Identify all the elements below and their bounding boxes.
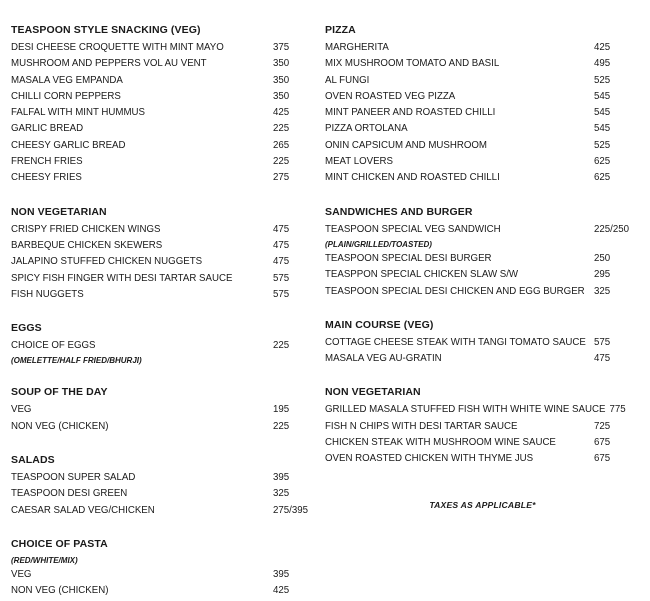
section-title: MAIN COURSE (VEG) — [325, 318, 434, 331]
menu-item-row — [325, 40, 640, 56]
menu-item-price: 350 — [273, 58, 290, 70]
menu-item-row — [325, 105, 640, 121]
menu-item-row — [11, 402, 311, 418]
menu-item-row — [325, 56, 640, 72]
menu-item-price: 575 — [273, 288, 290, 300]
menu-item-row — [325, 451, 640, 467]
menu-item-price: 675 — [594, 453, 611, 465]
menu-item-row — [325, 351, 640, 367]
section-title: EGGS — [11, 322, 42, 335]
menu-item-name: OVEN ROASTED VEG PIZZA — [325, 90, 456, 102]
menu-item-name: AL FUNGI — [325, 74, 370, 86]
menu-item-price: 225 — [273, 156, 290, 168]
menu-item-name: PIZZA ORTOLANA — [325, 123, 408, 135]
menu-item-name: MARGHERITA — [325, 42, 389, 53]
menu-item-name: VEG — [11, 568, 32, 580]
menu-section — [11, 204, 311, 303]
menu-item-row — [11, 486, 311, 502]
menu-item-price: 625 — [594, 172, 611, 184]
menu-item-price: 475 — [273, 239, 290, 251]
menu-item-name: JALAPINO STUFFED CHICKEN NUGGETS — [11, 256, 203, 268]
menu-item-row — [325, 154, 640, 170]
menu-item-price: 495 — [594, 58, 611, 70]
menu-item-price: 275/395 — [273, 504, 309, 516]
menu-item-row — [11, 238, 311, 254]
menu-item-name: NON VEG (CHICKEN) — [11, 585, 109, 597]
menu-item-price: 250 — [594, 252, 611, 264]
menu-item-row — [11, 338, 311, 354]
menu-item-name: TEASPOON SPECIAL VEG SANDWICH — [325, 223, 501, 235]
menu-column-left — [11, 22, 311, 600]
menu-item-row — [11, 583, 311, 599]
menu-item-name: CHEESY GARLIC BREAD — [11, 139, 126, 151]
menu-section — [11, 320, 311, 367]
menu-item-price: 350 — [273, 90, 290, 102]
menu-item-row — [325, 284, 640, 300]
menu-item-price: 395 — [273, 568, 290, 580]
menu-column-right — [325, 22, 640, 468]
menu-item-name: FISH NUGGETS — [11, 288, 84, 300]
menu-item-name: GRILLED MASALA STUFFED FISH WITH WHITE WINE SAUCE — [325, 404, 606, 416]
menu-section — [11, 22, 311, 187]
section-title: SOUP OF THE DAY — [11, 386, 108, 399]
section-note: (RED/WHITE/MIX) — [11, 555, 78, 565]
menu-item-price: 325 — [594, 285, 611, 297]
menu-section — [11, 536, 311, 600]
menu-item-price: 350 — [273, 74, 290, 86]
menu-item-price: 395 — [273, 472, 290, 484]
menu-item-name: TEASPOON SPECIAL DESI CHICKEN AND EGG BURGER — [325, 285, 585, 297]
menu-item-name: CHILLI CORN PEPPERS — [11, 90, 121, 102]
menu-item-name: TEASPPON SPECIAL CHICKEN SLAW S/W — [325, 269, 519, 281]
section-title: TEASPOON STYLE SNACKING (VEG) — [11, 24, 201, 36]
menu-item-row — [325, 419, 640, 435]
menu-item-row — [11, 73, 311, 89]
menu-section — [325, 204, 640, 300]
menu-item-price: 525 — [594, 139, 611, 151]
menu-item-row — [325, 222, 640, 238]
menu-item-price: 475 — [594, 353, 611, 365]
menu-item-name: TEASPOON SUPER SALAD — [11, 472, 136, 484]
menu-item-name: GARLIC BREAD — [11, 123, 84, 135]
section-title: PIZZA — [325, 24, 356, 36]
menu-item-row — [325, 121, 640, 137]
menu-item-price: 265 — [273, 139, 290, 151]
section-title: NON VEGETARIAN — [11, 205, 107, 218]
menu-item-row — [11, 503, 311, 519]
menu-item-price: 545 — [594, 123, 611, 135]
menu-section — [325, 317, 640, 368]
section-title: NON VEGETARIAN — [325, 386, 421, 399]
menu-item-row — [11, 40, 311, 56]
taxes-note: TAXES AS APPLICABLE* — [429, 500, 536, 510]
menu-item-price: 525 — [594, 74, 611, 86]
menu-item-price: 725 — [594, 420, 611, 432]
menu-item-row — [11, 567, 311, 583]
menu-item-price: 295 — [594, 269, 611, 281]
menu-item-name: FISH N CHIPS WITH DESI TARTAR SAUCE — [325, 420, 518, 432]
menu-item-name: MASALA VEG EMPANDA — [11, 74, 123, 86]
menu-item-price: 575 — [273, 272, 290, 284]
menu-item-price: 545 — [594, 90, 611, 102]
menu-item-row — [325, 335, 640, 351]
menu-item-name: TEASPOON SPECIAL DESI BURGER — [325, 252, 492, 264]
section-title: CHOICE OF PASTA — [11, 537, 108, 550]
menu-item-name: VEG — [11, 404, 32, 416]
menu-item-price: 225 — [273, 340, 290, 352]
menu-item-name: CHOICE OF EGGS — [11, 340, 96, 352]
menu-item-name: TEASPOON DESI GREEN — [11, 488, 128, 500]
menu-item-row — [11, 170, 311, 186]
menu-item-row — [325, 170, 640, 186]
menu-section — [325, 384, 640, 467]
menu-item-price: 575 — [594, 336, 611, 348]
menu-item-row — [325, 251, 640, 267]
menu-item-price: 775 — [609, 404, 626, 416]
menu-section — [325, 22, 640, 187]
menu-item-row — [11, 287, 311, 303]
menu-item-name: COTTAGE CHEESE STEAK WITH TANGI TOMATO SAUCE — [325, 336, 586, 348]
menu-section — [11, 384, 311, 435]
menu-item-row — [325, 402, 640, 418]
menu-item-name: CHICKEN STEAK WITH MUSHROOM WINE SAUCE — [325, 437, 556, 449]
menu-item-name: ONIN CAPSICUM AND MUSHROOM — [325, 139, 488, 151]
menu-item-price: 475 — [273, 256, 290, 268]
section-title: SANDWICHES AND BURGER — [325, 205, 473, 218]
menu-item-price: 675 — [594, 437, 611, 449]
menu-item-row — [11, 121, 311, 137]
menu-item-price: 425 — [273, 585, 290, 597]
menu-item-row — [11, 105, 311, 121]
menu-item-row — [11, 56, 311, 72]
menu-section — [11, 452, 311, 519]
menu-item-name: CAESAR SALAD VEG/CHICKEN — [11, 504, 155, 516]
menu-item-name: OVEN ROASTED CHICKEN WITH THYME JUS — [325, 453, 534, 465]
menu-item-name: DESI CHEESE CROQUETTE WITH MINT MAYO — [11, 42, 224, 53]
menu-item-price: 625 — [594, 156, 611, 168]
menu-item-row — [11, 419, 311, 435]
menu-item-price: 375 — [273, 42, 290, 53]
menu-item-price: 425 — [594, 42, 611, 53]
menu-item-row — [325, 73, 640, 89]
menu-item-name: FRENCH FRIES — [11, 156, 83, 168]
item-note: (PLAIN/GRILLED/TOASTED) — [325, 239, 432, 249]
menu-item-price: 425 — [273, 107, 290, 119]
menu-item-row — [11, 138, 311, 154]
menu-item-price: 225 — [273, 420, 290, 432]
menu-item-price: 275 — [273, 172, 290, 184]
menu-item-name: SPICY FISH FINGER WITH DESI TARTAR SAUCE — [11, 272, 233, 284]
menu-item-price: 225/250 — [594, 223, 630, 235]
menu-item-row — [325, 89, 640, 105]
menu-item-row — [11, 254, 311, 270]
menu-item-row — [11, 470, 311, 486]
menu-item-name: MASALA VEG AU-GRATIN — [325, 353, 442, 365]
menu-item-name: MUSHROOM AND PEPPERS VOL AU VENT — [11, 58, 207, 70]
menu-item-name: BARBEQUE CHICKEN SKEWERS — [11, 239, 163, 251]
menu-item-name: NON VEG (CHICKEN) — [11, 420, 109, 432]
menu-item-name: MIX MUSHROOM TOMATO AND BASIL — [325, 58, 500, 70]
menu-item-row — [11, 154, 311, 170]
menu-item-price: 325 — [273, 488, 290, 500]
menu-item-row — [325, 267, 640, 283]
menu-item-name: CRISPY FRIED CHICKEN WINGS — [11, 223, 161, 235]
menu-item-row — [11, 89, 311, 105]
menu-item-row — [11, 271, 311, 287]
menu-item-name: MEAT LOVERS — [325, 156, 394, 168]
menu-item-price: 225 — [273, 123, 290, 135]
section-title: SALADS — [11, 454, 55, 467]
menu-item-name: CHEESY FRIES — [11, 172, 82, 184]
menu-item-row — [325, 138, 640, 154]
item-note: (OMELETTE/HALF FRIED/BHURJI) — [11, 356, 142, 366]
menu-item-name: MINT CHICKEN AND ROASTED CHILLI — [325, 172, 500, 184]
menu-item-price: 545 — [594, 107, 611, 119]
menu-item-row — [11, 222, 311, 238]
menu-item-price: 475 — [273, 223, 290, 235]
menu-item-name: FALFAL WITH MINT HUMMUS — [11, 107, 146, 119]
menu-item-name: MINT PANEER AND ROASTED CHILLI — [325, 107, 496, 119]
menu-item-price: 195 — [273, 404, 290, 416]
menu-item-row — [325, 435, 640, 451]
